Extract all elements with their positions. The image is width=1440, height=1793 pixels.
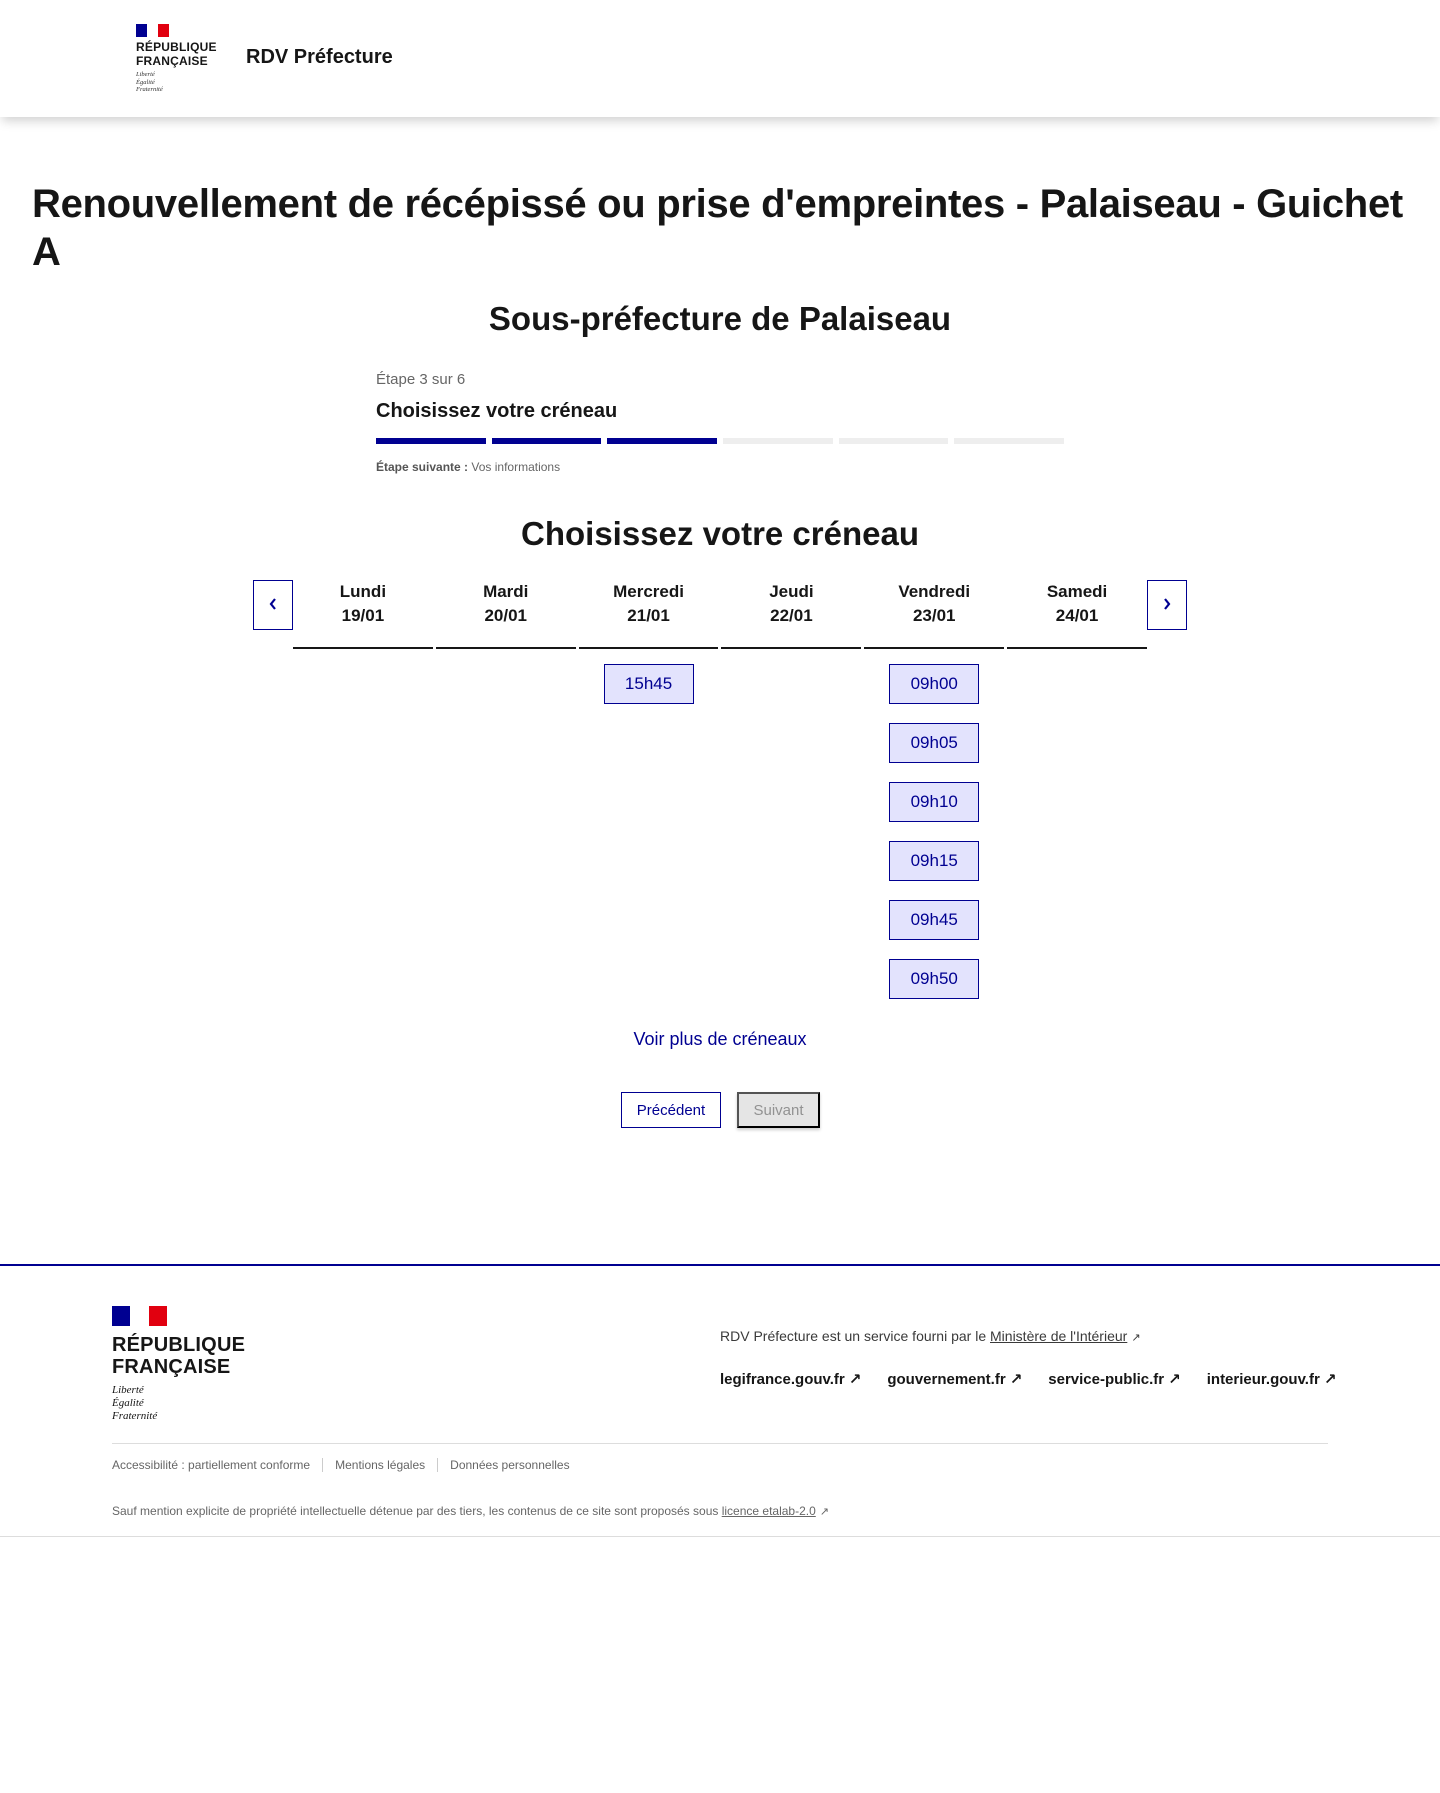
motto-3: Fraternité: [136, 86, 163, 93]
step-bar-segment: [376, 438, 486, 444]
footer-logo-line-1: RÉPUBLIQUE: [112, 1334, 246, 1356]
day-column: [436, 580, 576, 999]
motto-1: Liberté: [136, 71, 155, 78]
day-header: [436, 580, 576, 649]
day-name: Lundi: [339, 582, 387, 601]
footer-motto-2: Égalité: [112, 1397, 144, 1409]
previous-button[interactable]: Précédent: [621, 1092, 721, 1128]
footer-license: [112, 1504, 829, 1518]
day-name: Mardi: [483, 582, 529, 601]
footer-motto-3: Fraternité: [112, 1410, 158, 1422]
footer-link-label: legifrance.gouv.fr: [720, 1371, 845, 1388]
next-week-button[interactable]: [1147, 580, 1187, 630]
step-bar-segment: [954, 438, 1064, 444]
footer-external-link[interactable]: [887, 1370, 1022, 1388]
footer-link-label: service-public.fr: [1048, 1371, 1165, 1388]
footer-links: [720, 1370, 1336, 1388]
logo-republic-text: [136, 40, 226, 68]
day-name: Jeudi: [769, 582, 814, 601]
external-link-icon: ↗: [1168, 1371, 1181, 1388]
footer-logo-line-2: FRANÇAISE: [112, 1356, 231, 1378]
day-name: Samedi: [1046, 582, 1108, 601]
external-link-icon: ↗: [1131, 1332, 1141, 1344]
footer-link-label: gouvernement.fr: [887, 1371, 1006, 1388]
stepper: [376, 371, 1064, 474]
time-slot-button[interactable]: 09h05: [889, 723, 979, 763]
day-date: 24/01: [1055, 606, 1099, 625]
next-step-label: Étape suivante :: [376, 460, 469, 474]
footer-bottom-link[interactable]: Accessibilité : partiellement conforme: [112, 1458, 323, 1472]
day-column: [864, 580, 1004, 999]
external-link-icon: ↗: [819, 1506, 829, 1518]
day-column: [721, 580, 861, 999]
day-header: [721, 580, 861, 649]
step-progress-bar: [376, 438, 1064, 444]
motto-2: Égalité: [136, 78, 155, 86]
footer-bottom-link[interactable]: Données personnelles: [450, 1458, 570, 1472]
license-link[interactable]: licence etalab-2.0: [721, 1504, 816, 1518]
day-date: 19/01: [341, 606, 385, 625]
external-link-icon: ↗: [1323, 1371, 1337, 1388]
footer-logo[interactable]: [112, 1306, 272, 1423]
day-header: [579, 580, 719, 649]
calendar-days: [293, 580, 1147, 999]
service-name[interactable]: RDV Préfecture: [246, 46, 393, 68]
logo-line-1: RÉPUBLIQUE: [136, 40, 217, 54]
step-title: Choisissez votre créneau: [376, 400, 618, 422]
page-subtitle: Sous-préfecture de Palaiseau: [488, 300, 952, 337]
slot-heading: Choisissez votre créneau: [521, 515, 919, 552]
previous-week-button[interactable]: [253, 580, 293, 630]
ministere-link[interactable]: Ministère de l'Intérieur: [990, 1328, 1128, 1344]
footer-external-link[interactable]: [1048, 1370, 1180, 1388]
logo-line-2: FRANÇAISE: [136, 54, 208, 68]
license-text: Sauf mention explicite de propriété intellectuelle détenue par des tiers, les contenus de ce site sont proposés sous: [112, 1504, 722, 1518]
day-date: 22/01: [770, 606, 813, 625]
day-name: Vendredi: [898, 582, 971, 601]
footer-divider: [112, 1443, 1328, 1444]
footer-bottom-links: [112, 1458, 594, 1472]
next-button: Suivant: [737, 1092, 820, 1128]
time-slot-button[interactable]: 09h10: [889, 782, 979, 822]
day-date: 23/01: [912, 606, 956, 625]
footer-motto-1: Liberté: [112, 1384, 144, 1396]
logo-motto: [136, 71, 226, 94]
day-column: [293, 580, 433, 999]
day-header: [1007, 580, 1147, 649]
footer-external-link[interactable]: [1207, 1370, 1337, 1388]
footer-desc-text: RDV Préfecture est un service fourni par le: [720, 1328, 991, 1344]
flag-icon: [136, 24, 169, 37]
chevron-right-icon: [1162, 595, 1172, 616]
step-bar-segment: [492, 438, 602, 444]
footer-description: [720, 1328, 1141, 1344]
time-slot-button[interactable]: 15h45: [604, 664, 694, 704]
site-header: [0, 0, 1440, 117]
day-date: 20/01: [484, 606, 528, 625]
footer-republic-text: [112, 1334, 272, 1378]
republique-francaise-logo[interactable]: [136, 24, 226, 94]
time-slot-button[interactable]: 09h50: [889, 959, 979, 999]
footer-bottom-link[interactable]: Mentions légales: [335, 1458, 438, 1472]
footer-link-label: interieur.gouv.fr: [1206, 1371, 1320, 1388]
time-slot-button[interactable]: 09h45: [889, 900, 979, 940]
site-footer: [0, 1264, 1440, 1537]
day-header: [864, 580, 1004, 649]
flag-icon: [112, 1306, 167, 1326]
step-bar-segment: [839, 438, 949, 444]
step-bar-segment: [607, 438, 717, 444]
time-slot-button[interactable]: 09h00: [889, 664, 979, 704]
chevron-left-icon: [268, 595, 278, 616]
next-step-value: Vos informations: [471, 460, 561, 474]
slot-list: [864, 664, 1004, 999]
time-slot-button[interactable]: 09h15: [889, 841, 979, 881]
more-slots-link[interactable]: Voir plus de créneaux: [633, 1029, 807, 1049]
step-bar-segment: [723, 438, 833, 444]
footer-motto: [112, 1384, 272, 1423]
slot-list: [579, 664, 719, 704]
day-header: [293, 580, 433, 649]
day-date: 21/01: [627, 606, 670, 625]
footer-external-link[interactable]: [720, 1370, 861, 1388]
external-link-icon: ↗: [1009, 1371, 1023, 1388]
day-name: Mercredi: [613, 582, 684, 601]
next-step: [376, 460, 1064, 474]
step-count: Étape 3 sur 6: [376, 371, 466, 388]
page-title: Renouvellement de récépissé ou prise d'empreintes - Palaiseau - Guichet A: [32, 182, 1403, 274]
external-link-icon: ↗: [848, 1371, 862, 1388]
day-column: [579, 580, 719, 999]
day-column: [1007, 580, 1147, 999]
